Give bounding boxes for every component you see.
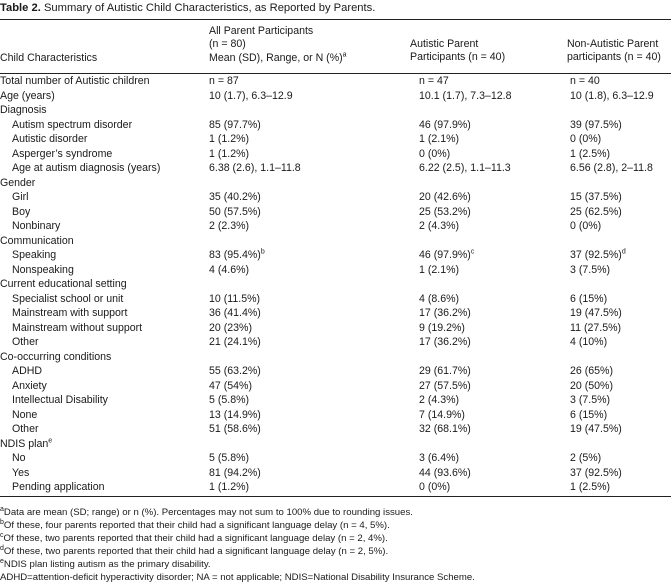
cell-autistic-parents xyxy=(419,248,567,263)
table-row xyxy=(0,248,671,263)
row-label xyxy=(0,292,200,307)
row-label-text: Autism spectrum disorder xyxy=(12,118,133,131)
header-col1-line3-text: Mean (SD), Range, or N (%) xyxy=(209,51,343,64)
header-nonautistic-parents xyxy=(567,38,661,65)
cell-all-parents xyxy=(200,422,419,437)
cell-all-parents xyxy=(200,437,419,452)
cell-autistic-parents xyxy=(419,103,567,118)
cell-all-parents-text: 13 (14.9%) xyxy=(209,408,261,421)
table-section-row xyxy=(0,89,671,104)
row-label-text: Current educational setting xyxy=(0,278,127,290)
table-body xyxy=(0,74,671,495)
cell-all-parents-text: 5 (5.8%) xyxy=(209,394,250,406)
row-label xyxy=(0,147,200,162)
row-label xyxy=(0,263,200,278)
cell-nonautistic-parents xyxy=(567,350,671,365)
row-label xyxy=(0,103,200,118)
footnote-b xyxy=(0,519,390,532)
cell-nonautistic-parents xyxy=(567,161,671,176)
table-row xyxy=(0,190,671,205)
cell-nonautistic-parents xyxy=(567,277,671,292)
cell-nonautistic-parents xyxy=(567,205,671,220)
row-label-text: Intellectual Disability xyxy=(12,394,108,406)
cell-nonautistic-parents xyxy=(567,89,671,104)
row-label xyxy=(0,219,200,234)
row-label xyxy=(0,480,200,495)
table-row xyxy=(0,132,671,147)
row-label xyxy=(0,132,200,147)
row-label-text: Age at autism diagnosis (years) xyxy=(12,162,161,174)
cell-nonautistic-parents-text: 11 (27.5%) xyxy=(570,321,622,334)
row-label xyxy=(0,89,200,104)
cell-autistic-parents-text: 25 (53.2%) xyxy=(419,205,471,218)
table-caption-label: Table 2. xyxy=(0,2,41,14)
row-label-text: Nonbinary xyxy=(12,220,61,232)
cell-all-parents-text: 1 (1.2%) xyxy=(209,481,250,493)
cell-nonautistic-parents-text: 20 (50%) xyxy=(570,379,613,392)
table-section-row xyxy=(0,277,671,292)
cell-nonautistic-parents-footnote-mark: d xyxy=(621,248,626,256)
header-col1-line1: All Parent Participants xyxy=(209,25,314,37)
table-caption-text: Summary of Autistic Child Characteristics, as Reported by Parents. xyxy=(43,2,376,14)
cell-nonautistic-parents xyxy=(567,437,671,452)
cell-all-parents-text: 5 (5.8%) xyxy=(209,452,250,464)
cell-autistic-parents-text: 10.1 (1.7), 7.3–12.8 xyxy=(419,89,512,102)
cell-autistic-parents-text: 32 (68.1%) xyxy=(419,423,471,435)
cell-autistic-parents-text: 7 (14.9%) xyxy=(419,408,465,421)
cell-all-parents xyxy=(200,292,419,307)
row-label xyxy=(0,451,200,466)
cell-nonautistic-parents-text: 2 (5%) xyxy=(570,452,602,464)
row-label-text: Gender xyxy=(0,176,36,189)
cell-autistic-parents xyxy=(419,132,567,147)
cell-nonautistic-parents xyxy=(567,466,671,481)
row-label xyxy=(0,118,200,133)
cell-nonautistic-parents-text: 1 (2.5%) xyxy=(570,481,611,493)
cell-autistic-parents-text: 6.22 (2.5), 1.1–11.3 xyxy=(419,162,511,174)
table-row xyxy=(0,364,671,379)
cell-all-parents xyxy=(200,451,419,466)
row-label-text: ADHD xyxy=(12,365,43,377)
cell-autistic-parents xyxy=(419,89,567,104)
cell-autistic-parents xyxy=(419,176,567,191)
cell-autistic-parents-footnote-mark: c xyxy=(470,248,475,256)
row-label-text: Specialist school or unit xyxy=(12,292,124,305)
cell-autistic-parents xyxy=(419,379,567,394)
cell-all-parents xyxy=(200,219,419,234)
footnote-d xyxy=(0,545,388,558)
row-label xyxy=(0,422,200,437)
footnote-c-mark: c xyxy=(0,531,4,539)
cell-all-parents-text: 83 (95.4%) xyxy=(209,249,261,261)
cell-all-parents-text: 4 (4.6%) xyxy=(209,263,250,276)
footnote-e xyxy=(0,558,211,571)
cell-autistic-parents xyxy=(419,466,567,481)
cell-all-parents xyxy=(200,393,419,408)
table-row xyxy=(0,393,671,408)
cell-all-parents xyxy=(200,234,419,249)
table-section-row xyxy=(0,103,671,118)
cell-autistic-parents-text: 4 (8.6%) xyxy=(419,292,460,305)
cell-all-parents xyxy=(200,335,419,350)
cell-all-parents xyxy=(200,103,419,118)
table-row xyxy=(0,118,671,133)
cell-autistic-parents xyxy=(419,408,567,423)
cell-nonautistic-parents-text: 25 (62.5%) xyxy=(570,205,622,218)
cell-autistic-parents xyxy=(419,147,567,162)
footnote-d-text: Of these, two parents reported that their child had a significant language delay (n = 2, 5%). xyxy=(3,546,389,557)
cell-autistic-parents xyxy=(419,437,567,452)
cell-nonautistic-parents-text: 37 (92.5%) xyxy=(570,466,622,479)
row-label-text: Other xyxy=(12,336,39,348)
cell-nonautistic-parents-text: 19 (47.5%) xyxy=(570,307,622,319)
row-label-text: Boy xyxy=(12,205,31,218)
table-row xyxy=(0,263,671,278)
footnote-abbreviations xyxy=(0,571,475,584)
cell-nonautistic-parents-text: 1 (2.5%) xyxy=(570,147,611,160)
cell-autistic-parents xyxy=(419,321,567,336)
table-row xyxy=(0,147,671,162)
cell-nonautistic-parents-text: 4 (10%) xyxy=(570,336,608,348)
row-label-text: Communication xyxy=(0,234,74,247)
row-label xyxy=(0,364,200,379)
cell-autistic-parents xyxy=(419,219,567,234)
row-label-text: No xyxy=(12,452,26,464)
row-label xyxy=(0,335,200,350)
cell-autistic-parents-text: 44 (93.6%) xyxy=(419,466,471,479)
cell-nonautistic-parents-text: 37 (92.5%) xyxy=(570,249,622,261)
table-row xyxy=(0,219,671,234)
cell-all-parents xyxy=(200,364,419,379)
table-row xyxy=(0,480,671,495)
cell-nonautistic-parents xyxy=(567,451,671,466)
header-col3-line2: participants (n = 40) xyxy=(567,51,661,64)
cell-autistic-parents xyxy=(419,306,567,321)
cell-nonautistic-parents xyxy=(567,132,671,147)
header-child-characteristics xyxy=(0,52,97,65)
cell-autistic-parents xyxy=(419,451,567,466)
cell-nonautistic-parents xyxy=(567,321,671,336)
cell-autistic-parents-text: n = 47 xyxy=(419,75,449,87)
footnote-d-mark: d xyxy=(0,544,4,552)
row-label-text: Anxiety xyxy=(12,379,47,392)
cell-autistic-parents-text: 3 (6.4%) xyxy=(419,452,460,464)
row-label xyxy=(0,205,200,220)
row-label xyxy=(0,350,200,365)
table-row xyxy=(0,451,671,466)
row-label-text: Mainstream with support xyxy=(12,307,128,319)
cell-autistic-parents-text: 1 (2.1%) xyxy=(419,263,460,276)
cell-all-parents xyxy=(200,379,419,394)
header-col3-line1: Non-Autistic Parent xyxy=(567,38,659,50)
cell-nonautistic-parents-text: n = 40 xyxy=(570,75,600,87)
footnote-e-mark: e xyxy=(0,557,4,565)
cell-nonautistic-parents xyxy=(567,480,671,495)
cell-nonautistic-parents xyxy=(567,190,671,205)
cell-all-parents xyxy=(200,248,419,263)
cell-autistic-parents xyxy=(419,263,567,278)
cell-nonautistic-parents xyxy=(567,306,671,321)
cell-all-parents-text: 85 (97.7%) xyxy=(209,118,261,131)
table-section-row xyxy=(0,437,671,452)
footnote-e-text: NDIS plan listing autism as the primary disability. xyxy=(3,559,211,570)
cell-all-parents-text: 50 (57.5%) xyxy=(209,205,261,218)
table-row xyxy=(0,205,671,220)
cell-all-parents xyxy=(200,306,419,321)
cell-autistic-parents xyxy=(419,422,567,437)
characteristics-table xyxy=(0,74,671,495)
cell-nonautistic-parents xyxy=(567,335,671,350)
bottom-rule xyxy=(0,496,671,497)
cell-all-parents-text: 6.38 (2.6), 1.1–11.8 xyxy=(209,162,301,174)
cell-nonautistic-parents-text: 26 (65%) xyxy=(570,365,613,377)
cell-all-parents xyxy=(200,277,419,292)
table-section-row xyxy=(0,176,671,191)
row-label-text: Asperger’s syndrome xyxy=(12,147,113,160)
row-label xyxy=(0,379,200,394)
cell-nonautistic-parents-text: 0 (0%) xyxy=(570,133,602,145)
footnote-a-mark: a xyxy=(0,505,4,513)
footnote-abbreviations-text: ADHD=attention-deficit hyperactivity disorder; NA = not applicable; NDIS=National Disability Insurance Scheme. xyxy=(0,572,475,583)
cell-all-parents-text: 10 (11.5%) xyxy=(209,292,261,305)
cell-all-parents xyxy=(200,321,419,336)
cell-all-parents xyxy=(200,132,419,147)
row-label xyxy=(0,190,200,205)
row-label xyxy=(0,234,200,249)
cell-autistic-parents-text: 17 (36.2%) xyxy=(419,307,471,319)
table-row xyxy=(0,379,671,394)
cell-nonautistic-parents-text: 6.56 (2.8), 2–11.8 xyxy=(570,162,653,174)
row-label-text: Yes xyxy=(12,466,30,479)
cell-nonautistic-parents-text: 10 (1.8), 6.3–12.9 xyxy=(570,89,654,102)
cell-nonautistic-parents xyxy=(567,118,671,133)
row-label-footnote-mark: e xyxy=(48,436,53,444)
row-label xyxy=(0,74,200,89)
cell-all-parents xyxy=(200,205,419,220)
cell-all-parents xyxy=(200,89,419,104)
header-col2-line2: Participants (n = 40) xyxy=(410,51,506,64)
row-label-text: Diagnosis xyxy=(0,104,47,116)
row-label-text: Nonspeaking xyxy=(12,263,74,276)
cell-autistic-parents xyxy=(419,161,567,176)
cell-autistic-parents xyxy=(419,234,567,249)
row-label xyxy=(0,306,200,321)
row-label-text: Co-occurring conditions xyxy=(0,350,112,363)
cell-autistic-parents-text: 20 (42.6%) xyxy=(419,191,471,203)
cell-autistic-parents-text: 46 (97.9%) xyxy=(419,118,471,131)
cell-nonautistic-parents-text: 19 (47.5%) xyxy=(570,423,622,435)
table-row xyxy=(0,335,671,350)
header-col0-text: Child Characteristics xyxy=(0,52,98,64)
cell-nonautistic-parents xyxy=(567,364,671,379)
header-col1-line2: (n = 80) xyxy=(209,38,246,51)
cell-nonautistic-parents xyxy=(567,263,671,278)
cell-nonautistic-parents-text: 15 (37.5%) xyxy=(570,191,622,203)
cell-nonautistic-parents xyxy=(567,248,671,263)
cell-all-parents xyxy=(200,74,419,89)
cell-nonautistic-parents-text: 6 (15%) xyxy=(570,292,608,305)
cell-autistic-parents xyxy=(419,74,567,89)
cell-autistic-parents-text: 46 (97.9%) xyxy=(419,249,471,261)
cell-all-parents-text: 47 (54%) xyxy=(209,379,252,392)
cell-nonautistic-parents-text: 39 (97.5%) xyxy=(570,118,622,131)
cell-all-parents xyxy=(200,263,419,278)
table-row xyxy=(0,408,671,423)
cell-all-parents-text: 1 (1.2%) xyxy=(209,147,250,160)
row-label-text: Age (years) xyxy=(0,89,55,102)
cell-nonautistic-parents xyxy=(567,147,671,162)
row-label-text: None xyxy=(12,408,38,421)
cell-all-parents xyxy=(200,350,419,365)
cell-autistic-parents xyxy=(419,480,567,495)
table-row xyxy=(0,321,671,336)
cell-autistic-parents-text: 29 (61.7%) xyxy=(419,365,471,377)
table-section-row xyxy=(0,74,671,89)
table-caption xyxy=(0,0,375,18)
footnote-b-text: Of these, four parents reported that their child had a significant language delay (n = 4, 5%). xyxy=(3,520,390,531)
table-section-row xyxy=(0,234,671,249)
top-rule xyxy=(0,19,671,20)
table-row xyxy=(0,466,671,481)
row-label-text: Autistic disorder xyxy=(12,133,88,145)
cell-all-parents-footnote-mark: b xyxy=(260,248,265,256)
table-section-row xyxy=(0,350,671,365)
cell-nonautistic-parents-text: 0 (0%) xyxy=(570,220,602,232)
cell-autistic-parents xyxy=(419,335,567,350)
header-autistic-parents xyxy=(410,38,505,65)
table-row xyxy=(0,306,671,321)
cell-all-parents xyxy=(200,408,419,423)
cell-nonautistic-parents xyxy=(567,292,671,307)
row-label xyxy=(0,321,200,336)
cell-autistic-parents xyxy=(419,292,567,307)
row-label xyxy=(0,248,200,263)
row-label xyxy=(0,393,200,408)
cell-nonautistic-parents-text: 3 (7.5%) xyxy=(570,394,611,406)
cell-nonautistic-parents xyxy=(567,234,671,249)
cell-all-parents-text: 1 (1.2%) xyxy=(209,133,250,145)
cell-nonautistic-parents xyxy=(567,219,671,234)
cell-nonautistic-parents xyxy=(567,422,671,437)
row-label-text: Other xyxy=(12,423,39,435)
row-label xyxy=(0,176,200,191)
cell-autistic-parents xyxy=(419,364,567,379)
header-col2-line1: Autistic Parent xyxy=(410,38,479,50)
cell-autistic-parents-text: 9 (19.2%) xyxy=(419,321,465,334)
cell-all-parents-text: 51 (58.6%) xyxy=(209,423,261,435)
footnote-a xyxy=(0,506,413,519)
cell-all-parents-text: 81 (94.2%) xyxy=(209,466,261,479)
cell-nonautistic-parents xyxy=(567,393,671,408)
cell-nonautistic-parents xyxy=(567,103,671,118)
row-label-text: Speaking xyxy=(12,249,57,261)
cell-nonautistic-parents-text: 6 (15%) xyxy=(570,408,608,421)
cell-autistic-parents-text: 0 (0%) xyxy=(419,481,451,493)
cell-all-parents xyxy=(200,480,419,495)
footnote-a-text: Data are mean (SD; range) or n (%). Percentages may not sum to 100% due to rounding issues. xyxy=(3,507,413,518)
cell-all-parents-text: 35 (40.2%) xyxy=(209,191,261,203)
cell-nonautistic-parents xyxy=(567,379,671,394)
cell-nonautistic-parents xyxy=(567,176,671,191)
cell-all-parents-text: 21 (24.1%) xyxy=(209,336,261,348)
cell-autistic-parents-text: 17 (36.2%) xyxy=(419,336,471,348)
cell-all-parents-text: 2 (2.3%) xyxy=(209,220,250,232)
row-label-text: Total number of Autistic children xyxy=(0,75,150,87)
table-row xyxy=(0,422,671,437)
cell-all-parents xyxy=(200,190,419,205)
cell-autistic-parents-text: 0 (0%) xyxy=(419,147,451,160)
row-label xyxy=(0,408,200,423)
cell-nonautistic-parents xyxy=(567,408,671,423)
cell-autistic-parents-text: 1 (2.1%) xyxy=(419,133,460,145)
cell-nonautistic-parents-text: 3 (7.5%) xyxy=(570,263,611,276)
cell-all-parents-text: 20 (23%) xyxy=(209,321,252,334)
table-row xyxy=(0,161,671,176)
cell-autistic-parents xyxy=(419,205,567,220)
cell-autistic-parents-text: 2 (4.3%) xyxy=(419,394,460,406)
cell-all-parents-text: 55 (63.2%) xyxy=(209,365,261,377)
header-col1-line3 xyxy=(209,52,347,65)
cell-autistic-parents xyxy=(419,118,567,133)
table-row xyxy=(0,292,671,307)
cell-autistic-parents-text: 27 (57.5%) xyxy=(419,379,471,392)
cell-all-parents xyxy=(200,147,419,162)
cell-all-parents-text: 36 (41.4%) xyxy=(209,307,261,319)
cell-all-parents-text: n = 87 xyxy=(209,75,239,87)
cell-nonautistic-parents xyxy=(567,74,671,89)
row-label xyxy=(0,437,200,452)
row-label-text: Pending application xyxy=(12,481,105,493)
row-label xyxy=(0,161,200,176)
row-label-text: Girl xyxy=(12,191,29,203)
row-label xyxy=(0,277,200,292)
cell-all-parents xyxy=(200,161,419,176)
footnote-b-mark: b xyxy=(0,518,4,526)
row-label xyxy=(0,466,200,481)
row-label-text: NDIS plan xyxy=(0,437,49,450)
cell-autistic-parents xyxy=(419,190,567,205)
footnote-c-text: Of these, two parents reported that their child had a significant language delay (n = 2, 4%). xyxy=(3,533,388,544)
footnote-c xyxy=(0,532,388,545)
cell-autistic-parents xyxy=(419,393,567,408)
cell-all-parents xyxy=(200,176,419,191)
cell-all-parents-text: 10 (1.7), 6.3–12.9 xyxy=(209,89,293,102)
row-label-text: Mainstream without support xyxy=(12,321,143,334)
cell-autistic-parents xyxy=(419,277,567,292)
cell-all-parents xyxy=(200,466,419,481)
cell-autistic-parents-text: 2 (4.3%) xyxy=(419,220,460,232)
header-col1-sup: a xyxy=(342,51,347,59)
header-all-parents xyxy=(209,25,347,65)
cell-all-parents xyxy=(200,118,419,133)
cell-autistic-parents xyxy=(419,350,567,365)
